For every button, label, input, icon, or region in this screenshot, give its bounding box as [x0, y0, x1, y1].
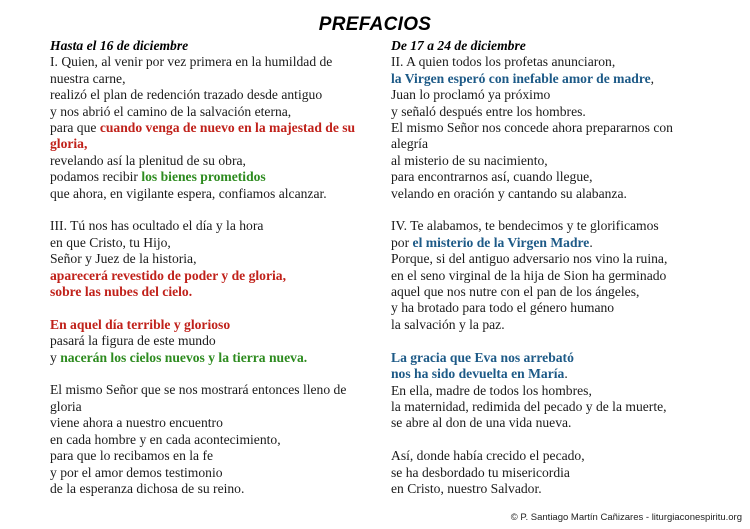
text-line: y señaló después entre los hombres. [391, 103, 586, 119]
page-title: PREFACIOS [318, 14, 432, 35]
text-line: nos ha sido devuelta en María. [391, 366, 568, 382]
text-line: gloria [50, 398, 82, 414]
text-line: revelando así la plenitud de su obra, [50, 152, 246, 168]
highlight-green: nacerán los cielos nuevos y la tierra nueva. [60, 349, 308, 365]
text-line: I. Quien, al venir por vez primera en la humildad de [50, 54, 333, 70]
text-line: para encontrarnos así, cuando llegue, [391, 169, 593, 185]
text-line: al misterio de su nacimiento, [391, 152, 548, 168]
text-line: la maternidad, redimida del pecado y de la muerte, [391, 398, 667, 414]
highlight-red: cuando venga de nuevo en la majestad de su [99, 120, 356, 136]
text-line: El mismo Señor que se nos mostrará entonces lleno de [50, 382, 347, 398]
text-line: por el misterio de la Virgen Madre. [391, 234, 593, 250]
text-line: El mismo Señor nos concede ahora prepararnos con [391, 120, 673, 136]
highlight-red: En aquel día terrible y glorioso [50, 316, 231, 332]
highlight-red: sobre las nubes del cielo. [50, 284, 193, 300]
text-line: pasará la figura de este mundo [50, 333, 216, 349]
text-line: realizó el plan de redención trazado desde antiguo [50, 87, 323, 103]
highlight-green: los bienes prometidos [141, 169, 266, 185]
text-line: de la esperanza dichosa de su reino. [50, 480, 245, 496]
text-line: para que lo recibamos en la fe [50, 448, 214, 464]
text-line: podamos recibir los bienes prometidos [50, 169, 266, 185]
highlight-red: aparecerá revestido de poder y de gloria, [50, 267, 286, 283]
highlight-blue: la Virgen esperó con inefable amor de madre [391, 70, 651, 86]
right-heading: De 17 a 24 de diciembre [391, 38, 526, 53]
text-line: nuestra carne, [50, 70, 126, 86]
text-line: en que Cristo, tu Hijo, [50, 234, 171, 250]
text-line: Porque, si del antiguo adversario nos vino la ruina, [391, 251, 668, 267]
text-line: IV. Te alabamos, te bendecimos y te glorificamos [391, 218, 659, 234]
text-line: la salvación y la paz. [391, 316, 505, 332]
text-line: viene ahora a nuestro encuentro [50, 415, 223, 431]
text-line: la Virgen esperó con inefable amor de madre, [391, 70, 655, 86]
text-line: para que cuando venga de nuevo en la majestad de su [50, 120, 356, 136]
text-line: aquel que nos nutre con el pan de los ángeles, [391, 284, 640, 300]
text-line: Así, donde había crecido el pecado, [391, 448, 585, 464]
text-line: Juan lo proclamó ya próximo [391, 87, 551, 103]
right-column [391, 38, 721, 497]
text-line: alegría [391, 136, 428, 152]
text-line: en el seno virginal de la hija de Sion ha germinado [391, 267, 667, 283]
highlight-blue: La gracia que Eva nos arrebató [391, 349, 574, 365]
left-heading: Hasta el 16 de diciembre [50, 38, 189, 53]
text-line: se abre al don de una vida nueva. [391, 415, 572, 431]
text-line: En ella, madre de todos los hombres, [391, 382, 592, 398]
text-line: y nacerán los cielos nuevos y la tierra nueva. [50, 349, 308, 365]
text-line: en cada hombre y en cada acontecimiento, [50, 431, 281, 447]
copyright-footer: © P. Santiago Martín Cañizares - liturgiaconespiritu.org [510, 512, 742, 523]
text-line: II. A quien todos los profetas anunciaron, [391, 54, 616, 70]
highlight-blue: el misterio de la Virgen Madre [412, 234, 590, 250]
text-line: Señor y Juez de la historia, [50, 251, 197, 267]
highlight-blue: nos ha sido devuelta en María [391, 366, 565, 382]
text-line: y por el amor demos testimonio [50, 464, 223, 480]
text-line: y ha brotado para todo el género humano [391, 300, 615, 316]
left-column [50, 38, 368, 497]
text-line: que ahora, en vigilante espera, confiamos alcanzar. [50, 185, 327, 201]
text-line: y nos abrió el camino de la salvación eterna, [50, 103, 292, 119]
text-line: se ha desbordado tu misericordia [391, 464, 570, 480]
text-line: III. Tú nos has ocultado el día y la hora [50, 218, 264, 234]
highlight-red: gloria, [50, 136, 88, 152]
text-line: velando en oración y cantando su alabanza. [391, 185, 627, 201]
text-line: en Cristo, nuestro Salvador. [391, 480, 542, 496]
